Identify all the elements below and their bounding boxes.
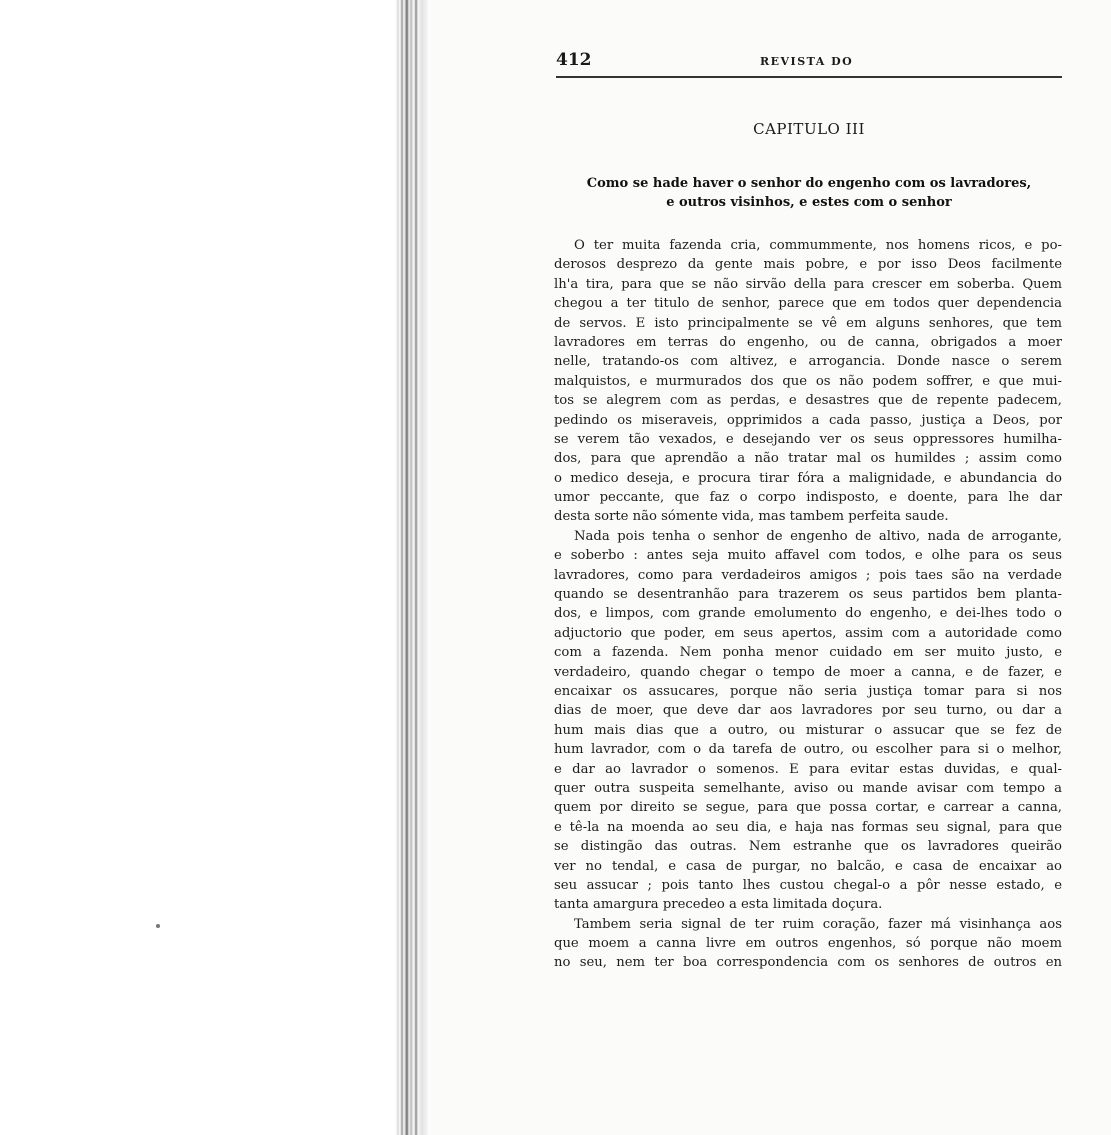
text-line: malquistos, e murmurados dos que os não podem soffrer, e que mui- — [554, 373, 1062, 389]
text-line: hum mais dias que a outro, ou misturar o assucar que se fez de — [554, 722, 1062, 738]
text-line: encaixar os assucares, porque não seria justiça tomar para si nos — [554, 683, 1062, 699]
text-line: chegou a ter titulo de senhor, parece que em todos quer dependencia — [554, 296, 1062, 312]
text-line: e dar ao lavrador o somenos. E para evitar estas duvidas, e qual- — [554, 761, 1062, 777]
text-line: quem por direito se segue, para que possa cortar, e carrear a canna, — [554, 800, 1062, 816]
text-line: ver no tendal, e casa de purgar, no balcão, e casa de encaixar ao — [554, 858, 1062, 874]
text-line: lavradores, como para verdadeiros amigos ; pois taes são na verdade — [554, 567, 1062, 583]
text-line: pedindo os miseraveis, opprimidos a cada passo, justiça a Deos, por — [554, 412, 1062, 428]
text-line: se verem tão vexados, e desejando ver os seus oppressores humilha- — [554, 431, 1062, 447]
subtitle-line: Como se hade haver o senhor do engenho com os lavradores, — [586, 176, 1032, 191]
text-line: tos se alegrem com as perdas, e desastres que de repente padecem, — [554, 393, 1062, 409]
text-line: e tê-la na moenda ao seu dia, e haja nas formas seu signal, para que — [554, 819, 1062, 835]
page-number: 412 — [556, 50, 592, 70]
text-line: tanta amargura precedeo a esta limitada doçura. — [554, 897, 883, 913]
text-line: quando se desentranhão para trazerem os seus partidos bem planta- — [554, 587, 1062, 603]
text-line: e soberbo : antes seja muito affavel com todos, e olhe para os seus — [554, 548, 1062, 564]
chapter-subtitle — [556, 174, 1062, 212]
left-page-blank — [0, 0, 395, 1135]
text-line: Nada pois tenha o senhor de engenho de altivo, nada de arrogante, — [574, 528, 1062, 544]
text-line: nelle, tratando-os com altivez, e arrogancia. Donde nasce o serem — [554, 354, 1062, 370]
text-line: lh'a tira, para que se não sirvão della para crescer em soberba. Quem — [554, 276, 1062, 292]
paper-speck — [156, 924, 160, 928]
subtitle-line: e outros visinhos, e estes com o senhor — [666, 195, 952, 210]
text-line: que moem a canna livre em outros engenhos, só porque não moem — [554, 936, 1062, 952]
text-line: dos, e limpos, com grande emolumento do engenho, e dei-lhes todo o — [554, 606, 1062, 622]
text-line: dos, para que aprendão a não tratar mal os humildes ; assim como — [554, 451, 1062, 467]
text-line: com a fazenda. Nem ponha menor cuidado em ser muito justo, e — [554, 645, 1062, 661]
text-line: no seu, nem ter boa correspondencia com os senhores de outros en — [554, 955, 1062, 971]
text-line: o medico deseja, e procura tirar fóra a malignidade, e abundancia do — [554, 470, 1062, 486]
paragraph — [554, 236, 1062, 527]
text-line: lavradores em terras do engenho, ou de canna, obrigados a moer — [554, 334, 1062, 350]
text-line: umor peccante, que faz o corpo indisposto, e doente, para lhe dar — [554, 490, 1062, 506]
header-rule — [556, 76, 1062, 78]
text-line: O ter muita fazenda cria, commummente, nos homens ricos, e po- — [574, 238, 1062, 253]
paragraph — [554, 915, 1062, 973]
running-head: REVISTA DO — [760, 55, 854, 68]
paragraph — [554, 527, 1062, 915]
text-line: adjuctorio que poder, em seus apertos, assim com a autoridade como — [554, 625, 1062, 641]
text-line: verdadeiro, quando chegar o tempo de moer a canna, e de fazer, e — [554, 664, 1062, 680]
text-line: se distingão das outras. Nem estranhe que os lavradores queirão — [554, 839, 1062, 855]
text-line: quer outra suspeita semelhante, aviso ou mande avisar com tempo a — [554, 780, 1062, 796]
text-line: seu assucar ; pois tanto lhes custou chegal-o a pôr nesse estado, e — [554, 877, 1062, 893]
chapter-title: CAPITULO III — [753, 120, 865, 138]
book-binding-gutter — [396, 0, 430, 1135]
body-text — [554, 236, 1062, 973]
text-line: dias de moer, que deve dar aos lavradores por seu turno, ou dar a — [554, 703, 1062, 719]
text-line: desta sorte não sómente vida, mas tambem perfeita saude. — [554, 509, 949, 525]
text-line: hum lavrador, com o da tarefa de outro, ou escolher para si o melhor, — [554, 742, 1062, 758]
text-line: de servos. E isto principalmente se vê em alguns senhores, que tem — [554, 315, 1062, 331]
text-line: derosos desprezo da gente mais pobre, e por isso Deos facilmente — [554, 257, 1062, 273]
text-line: Tambem seria signal de ter ruim coração, fazer má visinhança aos — [574, 916, 1062, 932]
page-header — [556, 50, 1062, 74]
